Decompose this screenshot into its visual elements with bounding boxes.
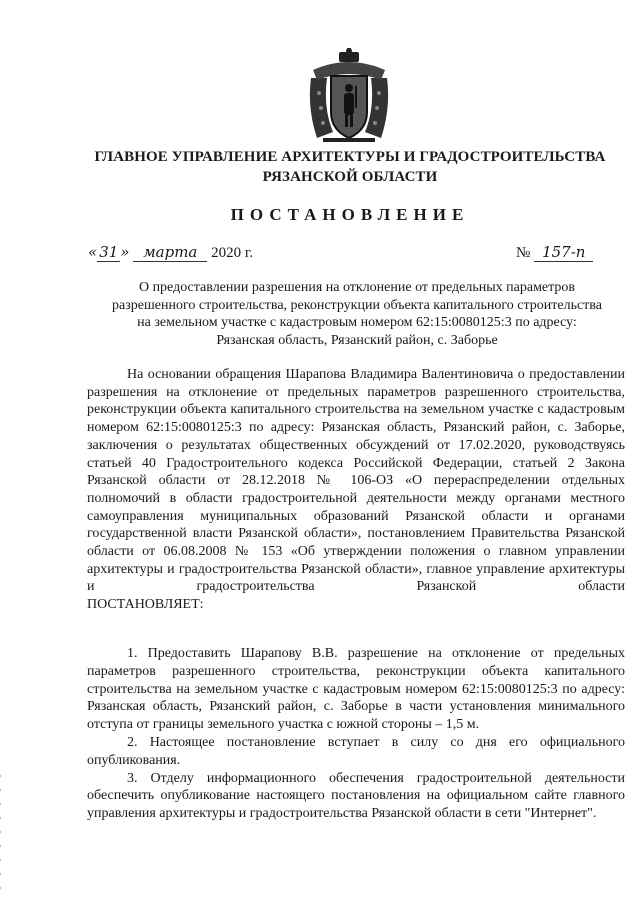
subject-line: на земельном участке с кадастровым номером 62:15:0080125:3 по адресу:	[137, 315, 577, 330]
subject-line: разрешенного строительства, реконструкции объекта капитального строительства	[112, 297, 602, 313]
document-number	[516, 243, 593, 262]
number-value: 157-п	[534, 243, 593, 262]
subject-line: О предоставлении разрешения на отклонение от предельных параметров	[138, 280, 576, 295]
subject-line: Рязанская область, Рязанский район, с. Заборье	[216, 332, 498, 348]
resolution-item-2: 2. Настоящее постановление вступает в силу со дня его официального опубликования.	[87, 734, 625, 768]
decree-word: ПОСТАНОВЛЯЕТ:	[87, 597, 204, 613]
organization-name-line1: ГЛАВНОЕ УПРАВЛЕНИЕ АРХИТЕКТУРЫ И ГРАДОСТРОИТЕЛЬСТВА	[94, 149, 606, 165]
preamble-paragraph	[87, 366, 625, 614]
document-date: « 31 » марта 2020 г.	[88, 243, 254, 261]
number-prefix: №	[516, 245, 531, 261]
resolution-items	[87, 645, 625, 823]
date-day: 31	[99, 243, 119, 261]
document-type-title: ПОСТАНОВЛЕНИЕ	[230, 205, 470, 224]
organization-name-line2: РЯЗАНСКОЙ ОБЛАСТИ	[262, 169, 438, 185]
resolution-item-1: 1. Предоставить Шарапову В.В. разрешение на отклонение от предельных параметров разрешенного строительства, реконструкции объекта капитального строительства на земельном участке с кадастровым номером 62:15:0080125:3 по адресу: Рязанская область, Рязанский район, с. Заборье в части установления минимального отступа от границы земельного участка с южной стороны – 1,5 м.	[87, 646, 625, 733]
preamble-text: На основании обращения Шарапова Владимира Валентиновича о предоставлении разрешения на отклонение от предельных параметров разрешенного строительства, реконструкции объекта капитального строительства на земельном участке с кадастровым номером 62:15:0080125:3 по адресу: Рязанская область, Рязанский район, с. Заборье, заключения о результатах общественных обсуждений от 17.02.2020, руководствуясь статьей 40 Градостроительного кодекса Российской Федерации, статьей 2 Закона Рязанской области от 28.12.2018 № 106-ОЗ «О перераспределении отдельных полномочий в области градостроительной деятельности между органами местного самоуправления муниципальных образований Рязанской области и органами государственной власти Рязанской области», постановлением Правительства Рязанской области от 06.08.2008 № 153 «Об утверждении положения о главном управлении архитектуры и градостроительства Рязанской области», главное управление архитектуры и градостроительства Рязанской области	[87, 367, 625, 595]
resolution-item-3: 3. Отделу информационного обеспечения градостроительной деятельности обеспечить опубликование настоящего постановления на официальном сайте главного управления архитектуры и градостроительства Рязанской области в сети "Интернет".	[87, 770, 625, 822]
scan-edge-marks	[0, 775, 2, 905]
ryazan-coat-of-arms-icon	[303, 48, 395, 148]
date-year: 2020 г.	[211, 245, 254, 261]
date-month: марта	[133, 243, 207, 262]
document-subject	[92, 279, 622, 349]
